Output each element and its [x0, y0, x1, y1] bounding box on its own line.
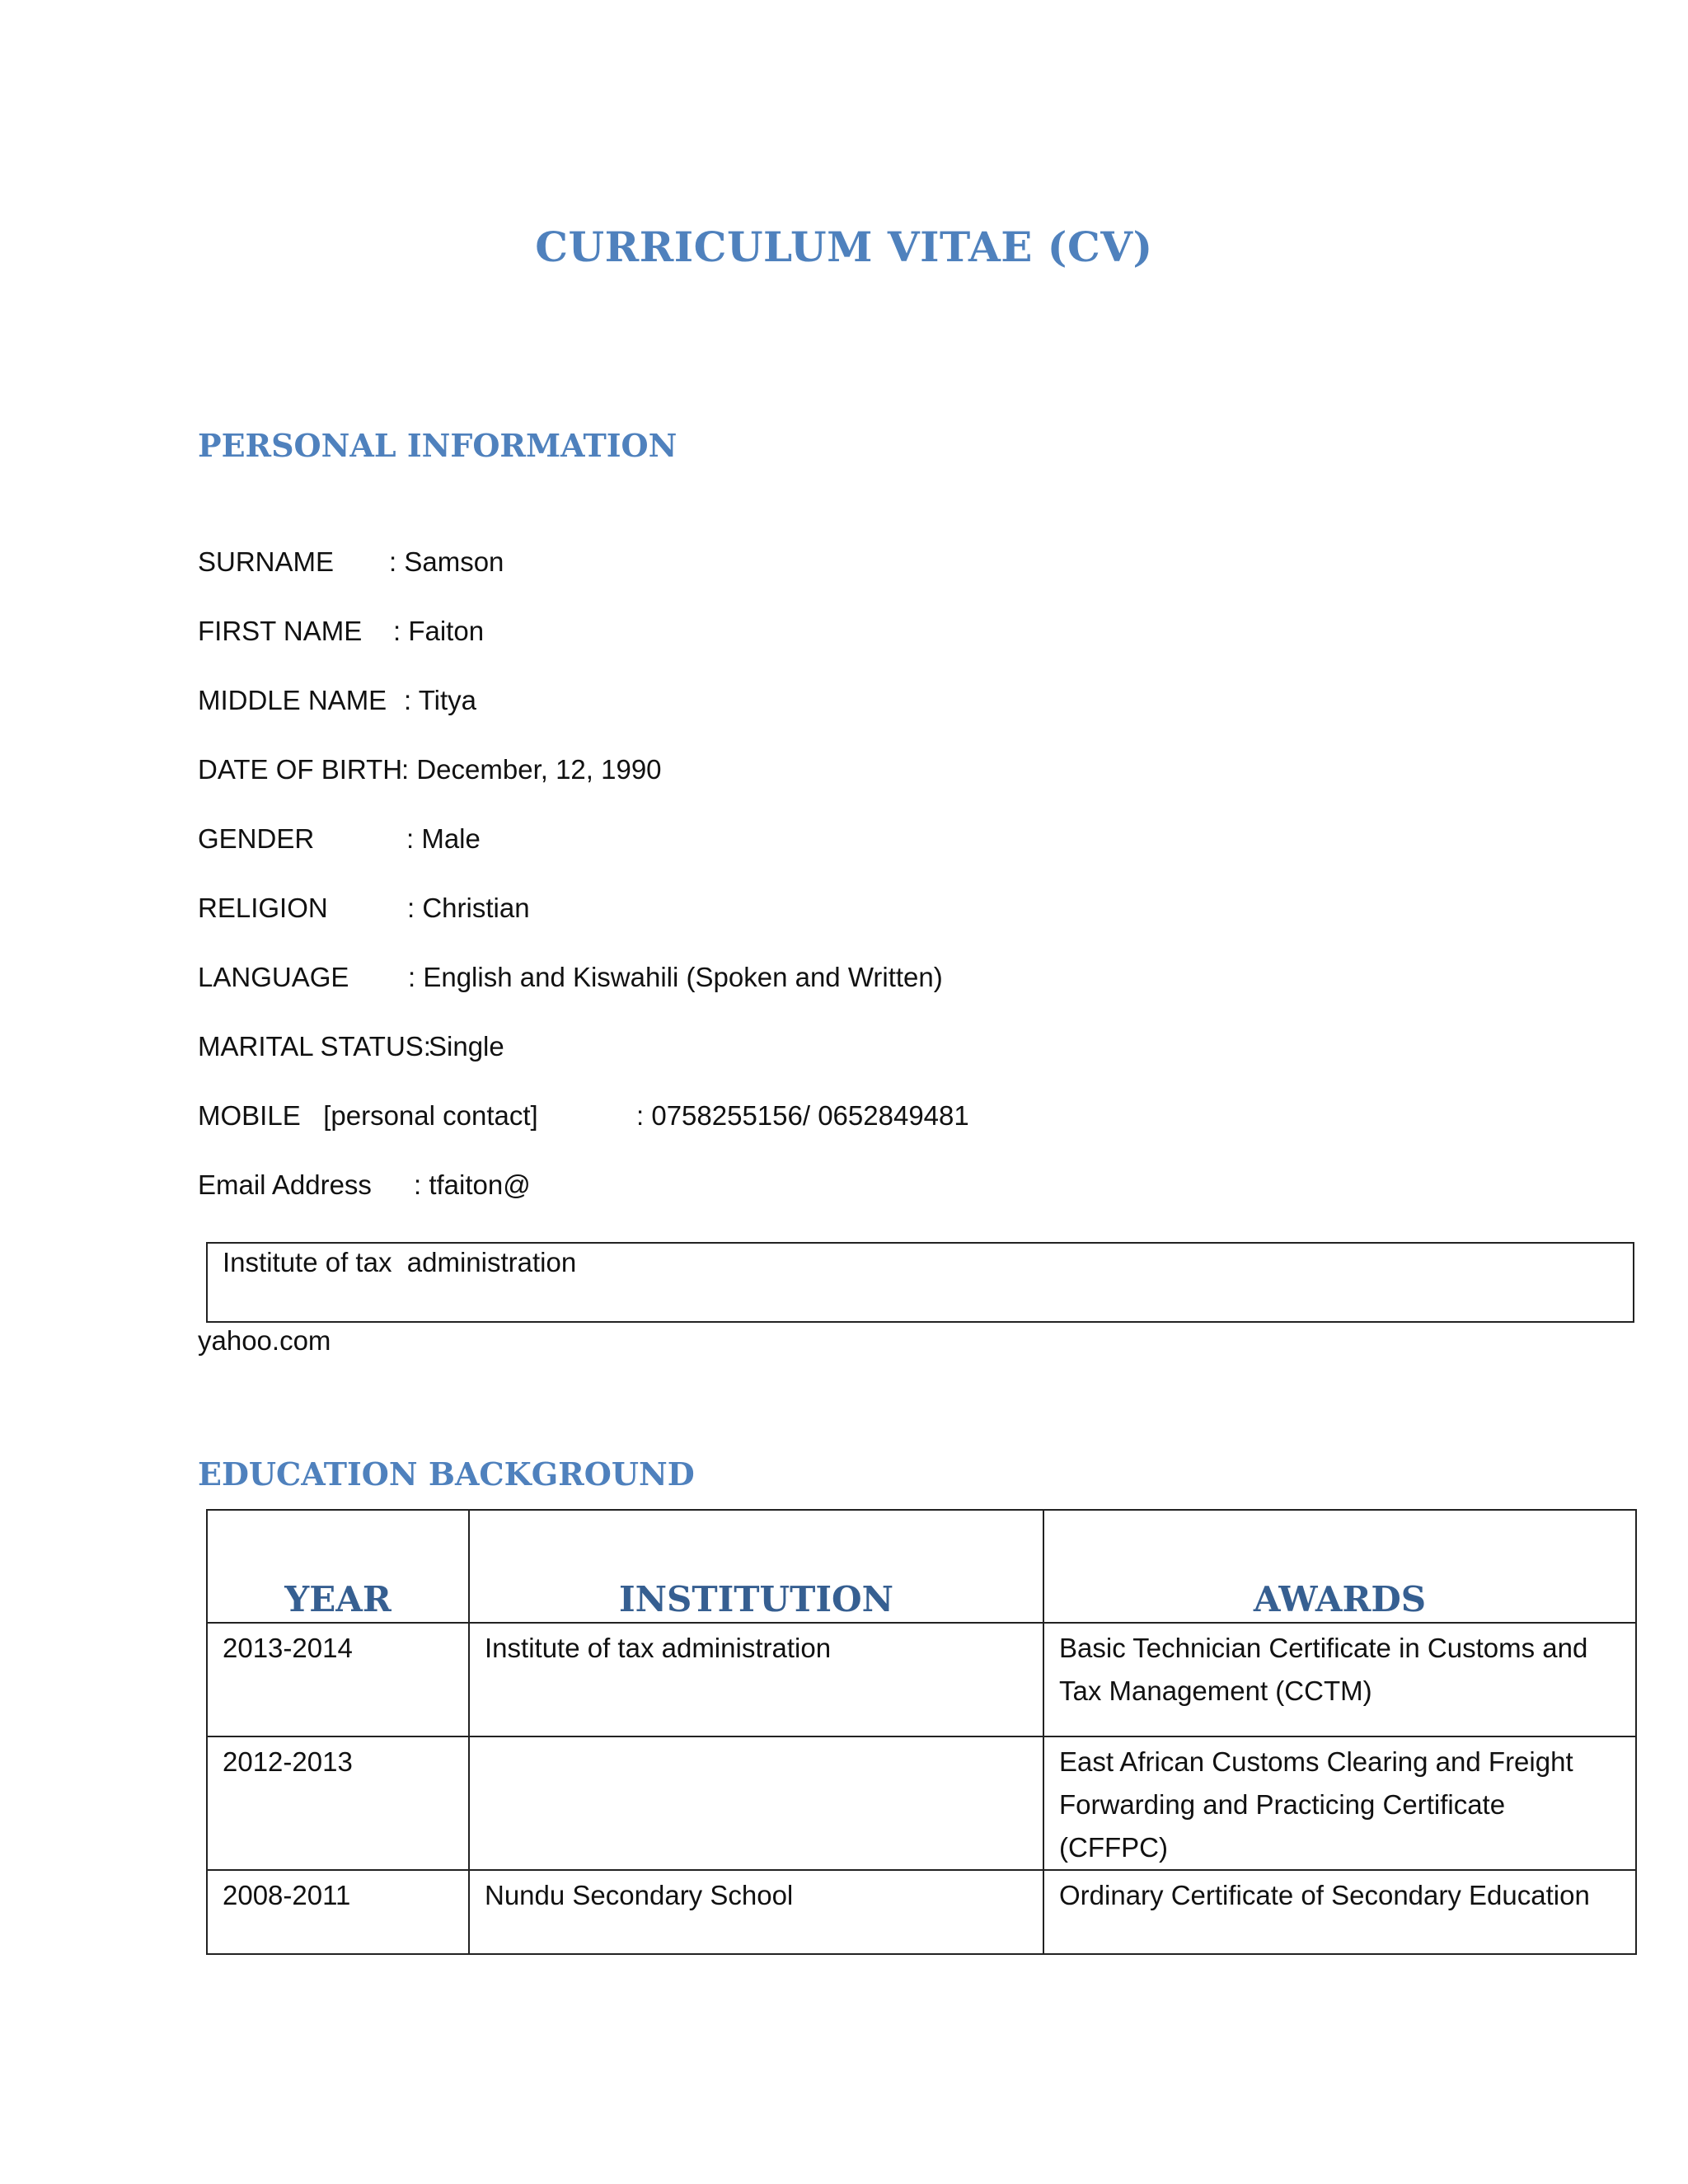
year-cell: 2012-2013 — [207, 1736, 469, 1870]
email-label: Email Address — [198, 1169, 372, 1200]
middle-name-row — [198, 685, 477, 716]
middle-name-value: : Titya — [404, 685, 477, 715]
award-cell: East African Customs Clearing and Freight Forwarding and Practicing Certificate (CFFPC) — [1043, 1736, 1636, 1870]
marital-status-label: MARITAL STATUS: — [198, 1031, 431, 1062]
embedded-text-box — [206, 1242, 1634, 1323]
gender-label: GENDER — [198, 823, 315, 854]
award-cell: Ordinary Certificate of Secondary Education — [1043, 1870, 1636, 1954]
embedded-text-box-text: Institute of tax administration — [223, 1247, 577, 1277]
first-name-value: : Faiton — [393, 616, 485, 646]
marital-status-value: Single — [429, 1031, 504, 1062]
middle-name-label: MIDDLE NAME — [198, 685, 387, 715]
email-domain-text: yahoo.com — [198, 1325, 331, 1356]
mobile-label: MOBILE [personal contact] — [198, 1100, 538, 1131]
table-row — [207, 1870, 1636, 1954]
gender-value: : Male — [406, 823, 481, 854]
mobile-row — [198, 1100, 969, 1132]
education-table — [206, 1509, 1637, 1955]
education-table-header — [207, 1510, 1636, 1623]
year-cell: 2013-2014 — [207, 1623, 469, 1736]
religion-row — [198, 893, 530, 924]
date-of-birth-label: DATE OF BIRTH — [198, 754, 403, 785]
document-title: CURRICULUM VITAE (CV) — [535, 223, 1153, 271]
surname-row — [198, 546, 504, 578]
institution-column-header: INSTITUTION — [469, 1510, 1043, 1623]
awards-column-header: AWARDS — [1043, 1510, 1636, 1623]
date-of-birth-value: : December, 12, 1990 — [401, 754, 662, 785]
religion-label: RELIGION — [198, 893, 328, 923]
surname-label: SURNAME — [198, 546, 335, 577]
language-row — [198, 962, 943, 993]
personal-information-heading: PERSONAL INFORMATION — [198, 427, 678, 464]
date-of-birth-row — [198, 754, 662, 785]
year-cell: 2008-2011 — [207, 1870, 469, 1954]
table-row — [207, 1736, 1636, 1870]
year-column-header: YEAR — [207, 1510, 469, 1623]
marital-status-row — [198, 1031, 504, 1062]
education-background-heading: EDUCATION BACKGROUND — [198, 1455, 695, 1493]
institution-cell: Institute of tax administration — [469, 1623, 1043, 1736]
first-name-row — [198, 616, 485, 647]
gender-row — [198, 823, 481, 855]
religion-value: : Christian — [407, 893, 530, 923]
mobile-value: : 0758255156/ 0652849481 — [636, 1100, 969, 1131]
award-cell: Basic Technician Certificate in Customs and Tax Management (CCTM) — [1043, 1623, 1636, 1736]
email-value: : tfaiton@ — [414, 1169, 531, 1200]
institution-cell — [469, 1736, 1043, 1870]
institution-cell: Nundu Secondary School — [469, 1870, 1043, 1954]
surname-value: : Samson — [389, 546, 504, 577]
table-row — [207, 1623, 1636, 1736]
language-value: : English and Kiswahili (Spoken and Written) — [408, 962, 943, 992]
email-row — [198, 1169, 531, 1201]
first-name-label: FIRST NAME — [198, 616, 363, 646]
language-label: LANGUAGE — [198, 962, 349, 992]
